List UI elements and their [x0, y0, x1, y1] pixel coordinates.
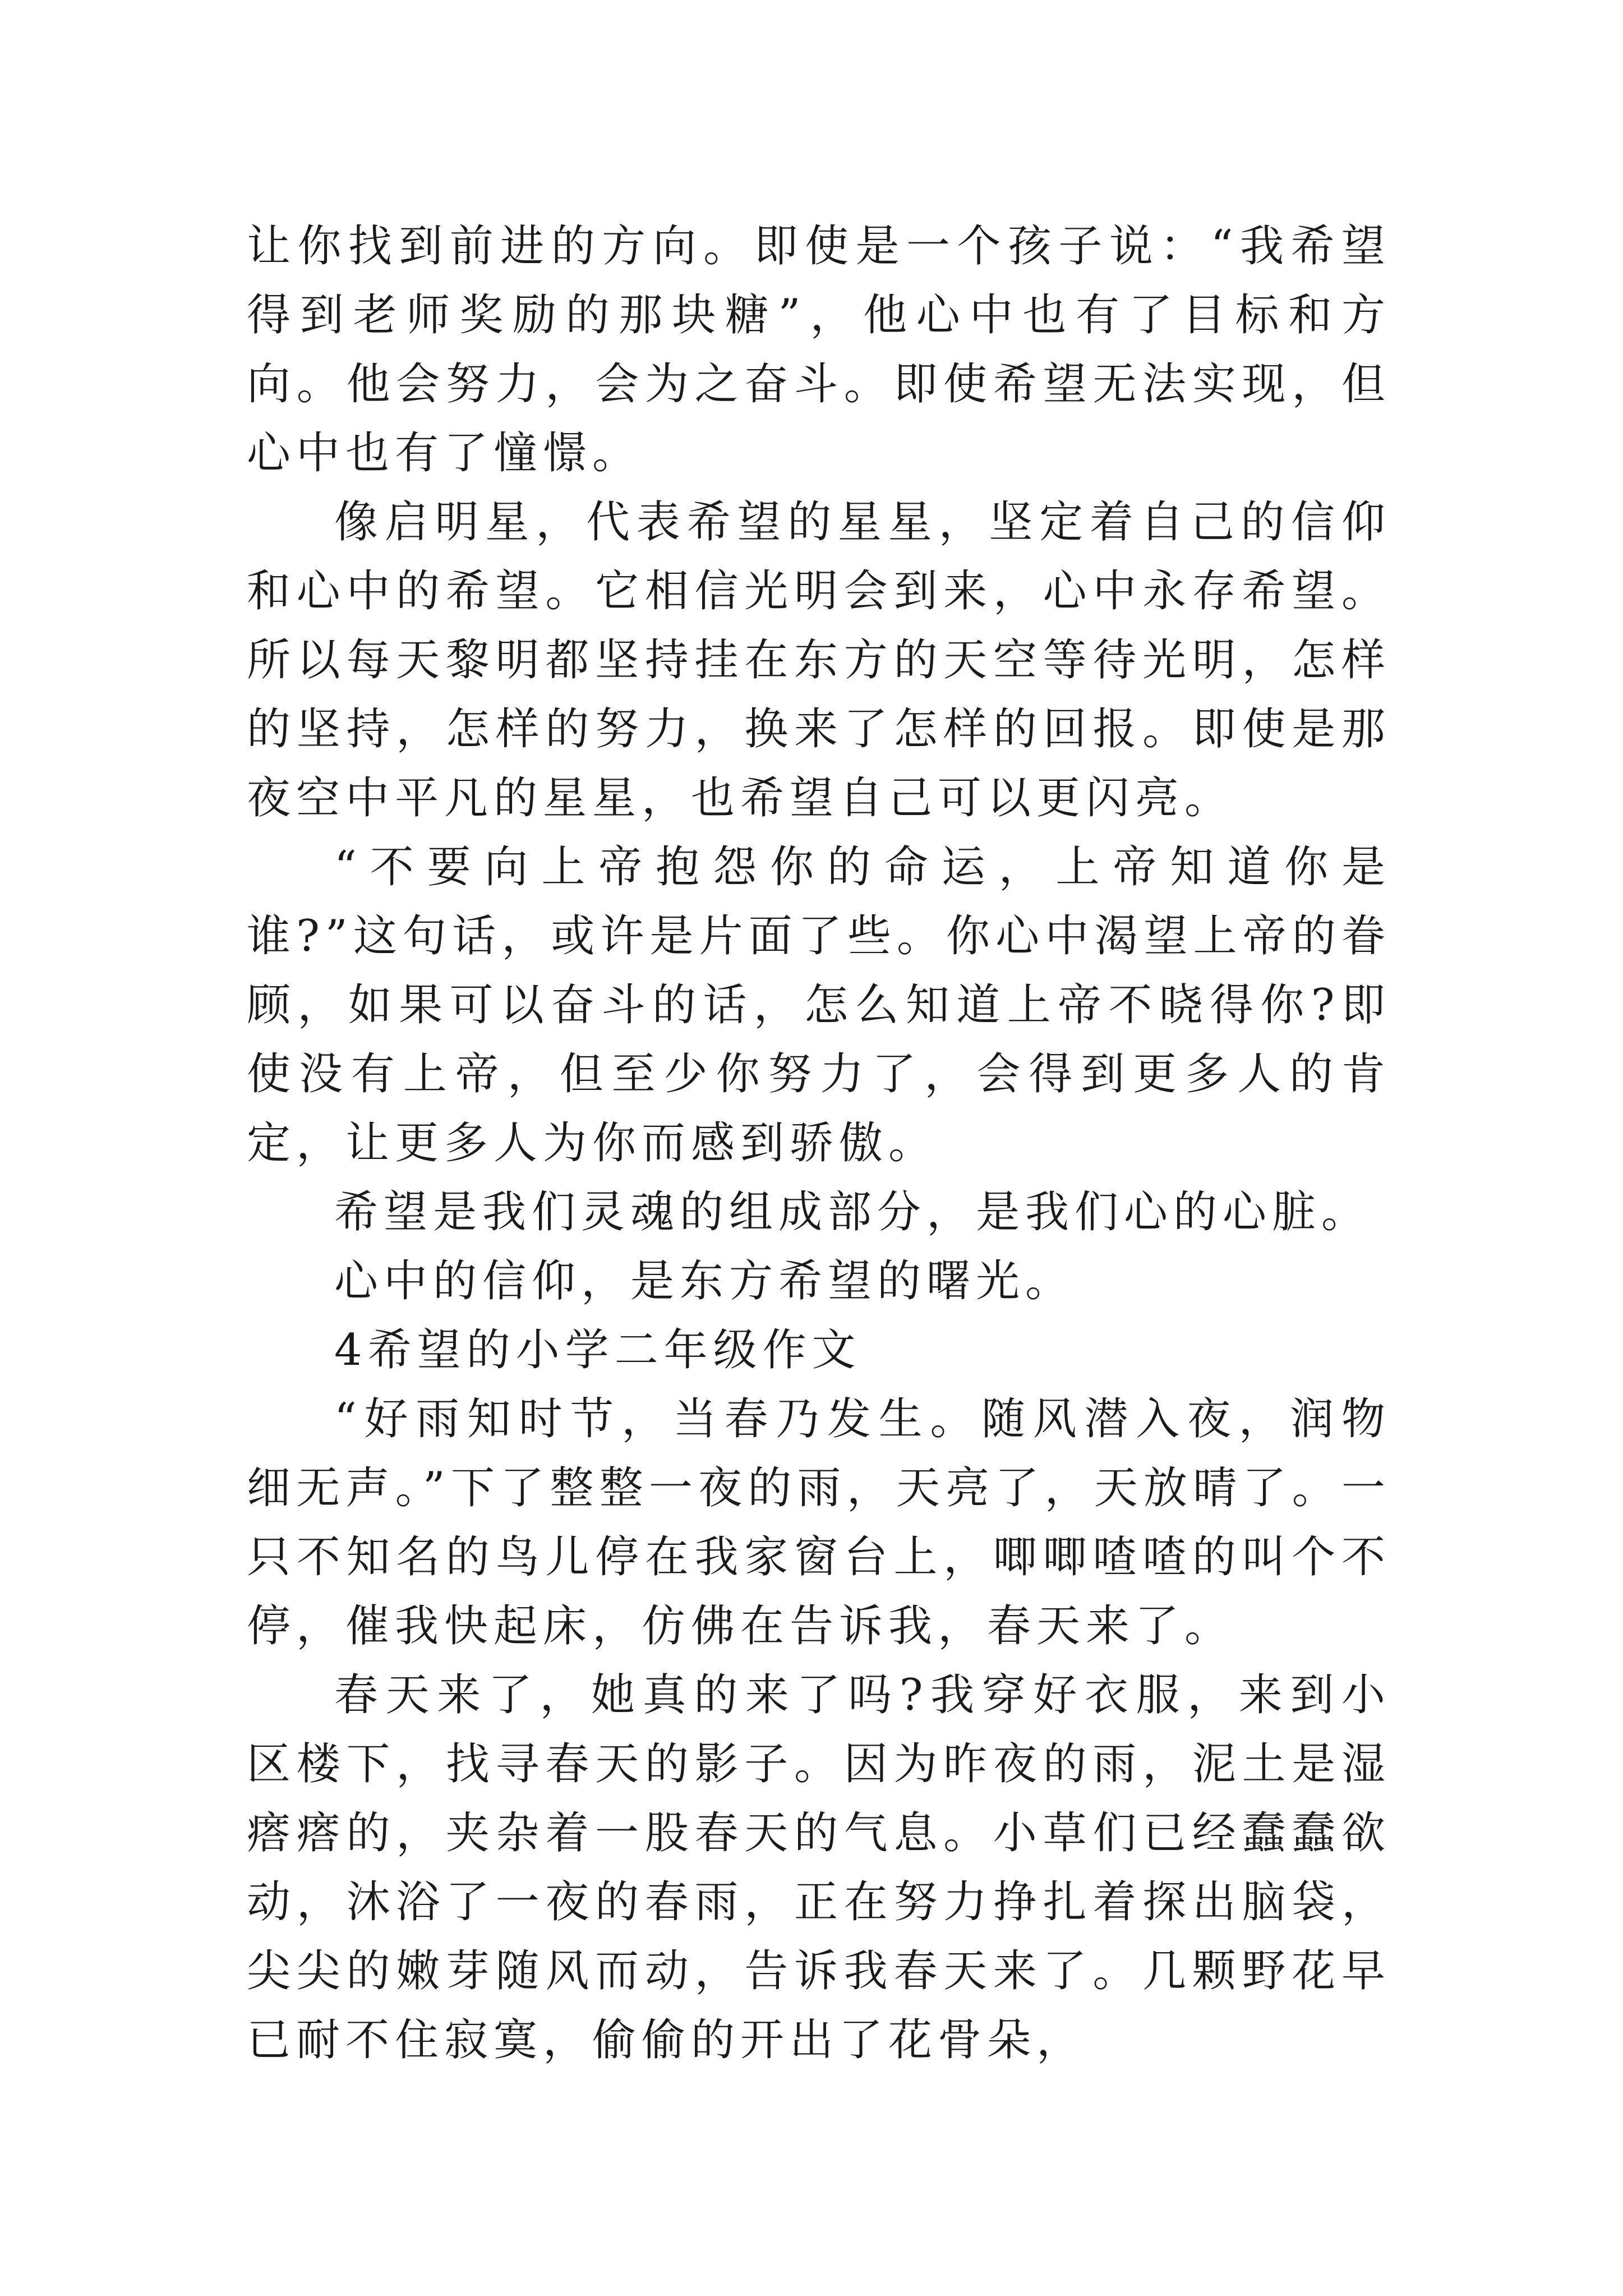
paragraph: “不要向上帝抱怨你的命运，上帝知道你是谁?”这句话，或许是片面了些。你心中渴望上帝的眷顾，如果可以奋斗的话，怎么知道上帝不晓得你?即使没有上帝，但至少你努力了，会得到更多人的肯定，让更多人为你而感到骄傲。	[247, 842, 1391, 1168]
paragraph: 希望是我们灵魂的组成部分，是我们心的心脏。	[334, 1187, 1371, 1237]
paragraph: “好雨知时节，当春乃发生。随风潜入夜，润物细无声。”下了整整一夜的雨，天亮了，天放晴了。一只不知名的鸟儿停在我家窗台上，唧唧喳喳的叫个不停，催我快起床，仿佛在告诉我，春天来了。	[247, 1394, 1391, 1651]
essay-text	[247, 212, 1391, 2075]
paragraph: 心中的信仰，是东方希望的曙光。	[334, 1256, 1075, 1306]
section-heading: 4希望的小学二年级作文	[334, 1325, 861, 1375]
paragraph: 像启明星，代表希望的星星，坚定着自己的信仰和心中的希望。它相信光明会到来，心中永存希望。所以每天黎明都坚持挂在东方的天空等待光明，怎样的坚持，怎样的努力，换来了怎样的回报。即使是那夜空中平凡的星星，也希望自己可以更闪亮。	[247, 497, 1391, 823]
paragraph: 让你找到前进的方向。即使是一个孩子说：“我希望得到老师奖励的那块糖”，他心中也有了目标和方向。他会努力，会为之奋斗。即使希望无法实现，但心中也有了憧憬。	[247, 221, 1391, 478]
paragraph: 春天来了，她真的来了吗?我穿好衣服，来到小区楼下，找寻春天的影子。因为昨夜的雨，泥土是湿瘩瘩的，夹杂着一股春天的气息。小草们已经蠢蠢欲动，沐浴了一夜的春雨，正在努力挣扎着探出脑袋，尖尖的嫩芽随风而动，告诉我春天来了。几颗野花早已耐不住寂寞，偷偷的开出了花骨朵，	[247, 1670, 1391, 2065]
